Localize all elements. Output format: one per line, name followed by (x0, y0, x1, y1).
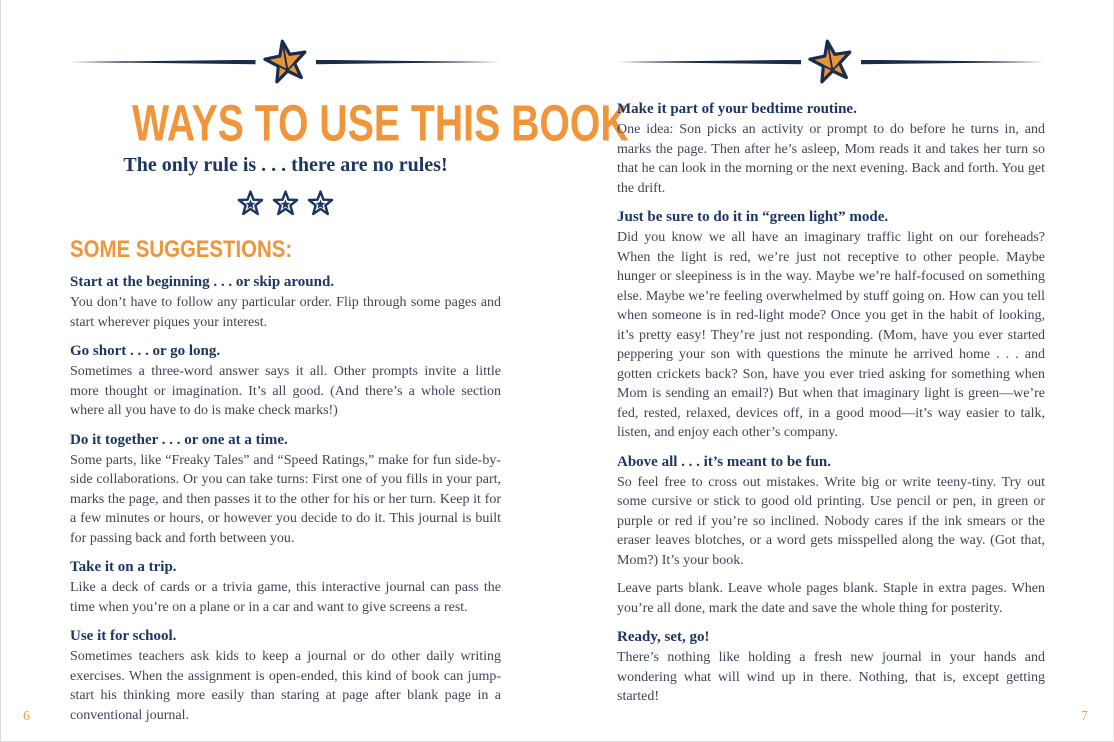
section-body: Some parts, like “Freaky Tales” and “Speed Ratings,” make for fun side-by-side collaborations. Or you can take turns: First one of you fills in your part, marks the page, and then passes it to the other for his or her turn. Keep it for a few minutes or hours, or however you decide to do it. This journal is built for passing back and forth between you. (70, 452, 501, 546)
book-section (617, 207, 1045, 443)
section-body: So feel free to cross out mistakes. Write big or write teeny-tiny. Try out some cursive or stick to good old printing. Use pencil or pen, in green or purple or red if you’re so inclined. Nobody cares if the ink smears or the eraser leaves blotches, or a word gets misspelled along the way. (Got that, Mom?) It’s your book. (617, 474, 1045, 568)
left-sections (70, 272, 501, 725)
book-section (70, 341, 501, 421)
page-number-left: 6 (23, 709, 30, 724)
section-body: There’s nothing like holding a fresh new journal in your hands and wondering what will wind up in there. Nothing, that is, except getting started! (617, 650, 1045, 704)
star-divider-icon (808, 39, 854, 85)
book-section (617, 452, 1045, 571)
section-heading: Above all . . . it’s meant to be fun. (617, 453, 832, 470)
star-icon (272, 190, 299, 218)
section-body: Sometimes teachers ask kids to keep a journal or do other daily writing exercises. When the assignment is open-ended, this kind of book can jump-start his thinking more easily than staring at page after blank page in a conventional journal. (70, 649, 501, 723)
section-heading: Start at the beginning . . . or skip around. (70, 274, 335, 290)
star-icon (307, 190, 334, 218)
section-heading: Go short . . . or go long. (70, 343, 221, 359)
section-body: Sometimes a three-word answer says it all. Other prompts invite a little more thought or imagination. It’s all good. (And there’s a whole section where all you have to do is make check marks!) (70, 364, 501, 418)
section-body: You don’t have to follow any particular order. Flip through some pages and start wherever piques your interest. (70, 295, 501, 330)
star-rule-divider (70, 38, 501, 86)
star-icon (237, 190, 264, 218)
right-sections (617, 99, 1045, 707)
divider-line (861, 60, 1045, 65)
section-heading: Ready, set, go! (617, 629, 710, 645)
section-heading: Do it together . . . or one at a time. (70, 431, 288, 448)
three-stars-row (70, 190, 501, 218)
book-section (70, 430, 501, 549)
section-body: Leave parts blank. Leave whole pages blank. Staple in extra pages. When you’re all done, mark the date and save the whole thing for posterity. (617, 581, 1045, 616)
suggestions-heading: SOME SUGGESTIONS: (70, 236, 293, 263)
page-right (558, 0, 1113, 741)
section-heading: Just be sure to do it in “green light” mode. (617, 209, 889, 225)
page-subtitle: The only rule is . . . there are no rules! (123, 154, 448, 176)
star-divider-icon (263, 39, 309, 85)
section-body: Like a deck of cards or a trivia game, this interactive journal can pass the time when you’re on a plane or in a car and want to give screens a rest. (70, 580, 501, 615)
book-section (70, 626, 501, 725)
divider-line (617, 60, 801, 65)
divider-line (316, 60, 502, 65)
book-section (70, 557, 501, 617)
divider-line (70, 60, 256, 65)
book-section (617, 579, 1045, 618)
page-title: WAYS TO USE THIS BOOK (132, 95, 629, 153)
book-section (617, 627, 1045, 707)
section-body: One idea: Son picks an activity or prompt to do before he turns in, and marks the page. Then after he’s asleep, Mom reads it and takes her turn so that he can look in the morning or the next evening. Back and forth. You get the drift. (617, 122, 1045, 196)
book-section (617, 99, 1045, 198)
section-heading: Make it part of your bedtime routine. (617, 101, 857, 117)
section-heading: Use it for school. (70, 628, 177, 644)
section-body: Did you know we all have an imaginary traffic light on our foreheads? When the light is red, we’re just not receptive to other people. Maybe hunger or sleepiness is in the way. Maybe we’re half-focused on something else. Maybe we’re feeling overwhelmed by stuff going on. How can you tell when someone is in red-light mode? Once you get in the habit of looking, it’s pretty easy! They’re just not responding. (Mom, have you ever started peppering your son with questions the minute he arrived home . . . and gotten crickets back? Son, have you ever tried asking for something when Mom is sending an email?) But when that imaginary light is green—we’re fed, rested, relaxed, devices off, in a good mood—it’s way easier to talk, listen, and enjoy each other’s company. (617, 230, 1045, 440)
book-section (70, 272, 501, 332)
page-number-right: 7 (1081, 709, 1088, 724)
page-left (1, 0, 629, 741)
star-rule-divider (617, 38, 1045, 86)
section-heading: Take it on a trip. (70, 559, 177, 575)
